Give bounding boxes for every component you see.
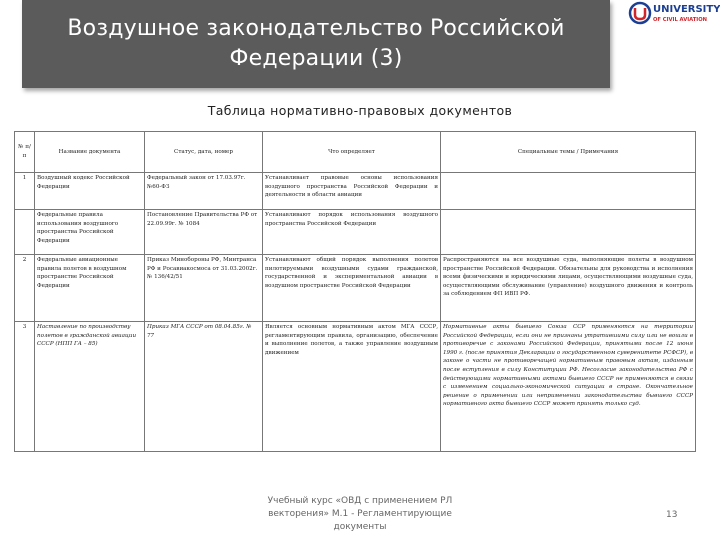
cell-status: Приказ МГА СССР от 08.04.85г. № 77 bbox=[145, 322, 263, 452]
cell-document-name: Федеральные авиационные правила полетов в воздушном пространстве Российской Федерации bbox=[35, 255, 145, 322]
logo-text-bottom: OF CIVIL AVIATION bbox=[653, 17, 707, 23]
footer-course-title bbox=[250, 495, 470, 534]
cell-notes: Распространяются на все воздушные суда, выполняющие полеты в воздушном пространстве Российской Федерации. Обязательны для руководства и исполнения всеми физическими и юридическими лицами, осуществляющими воздушные суда, осуществляющими обслуживание (управление) воздушного движения и контроль за соблюдением ФП ИВП РФ. bbox=[441, 255, 696, 322]
header-document-name: Название документа bbox=[35, 132, 145, 173]
header-status: Статус, дата, номер bbox=[145, 132, 263, 173]
cell-status: Федеральный закон от 17.03.97г. №60-ФЗ bbox=[145, 173, 263, 210]
cell-number: 2 bbox=[15, 255, 35, 322]
logo-text-top: UNIVERSITY bbox=[653, 4, 720, 15]
cell-notes bbox=[441, 210, 696, 255]
footer-line-3: документы bbox=[333, 522, 387, 532]
cell-defines: Устанавливают порядок использования воздушного пространства Российской Федерации bbox=[263, 210, 441, 255]
table-row bbox=[15, 210, 696, 255]
table-header-row bbox=[15, 132, 696, 173]
header-number: № п/п bbox=[15, 132, 35, 173]
cell-number: 3 bbox=[15, 322, 35, 452]
footer-line-1: Учебный курс «ОВД с применением PЛ bbox=[267, 496, 453, 506]
cell-document-name: Федеральные правила использования воздушного пространства Российской Федерации bbox=[35, 210, 145, 255]
cell-defines: Является основным нормативным актом МГА СССР, регламентирующим правила, организацию, обеспечение и выполнение полетов, а также управление воздушным движением bbox=[263, 322, 441, 452]
cell-number bbox=[15, 210, 35, 255]
university-logo bbox=[628, 0, 720, 36]
cell-document-name: Наставление по производству полетов в гражданской авиации СССР (НПП ГА – 85) bbox=[35, 322, 145, 452]
table-caption: Таблица нормативно-правовых документов bbox=[207, 103, 513, 118]
cell-notes: Нормативные акты бывшего Союза ССР применяются на территории Российской Федерации, если они не признаны утратившими силу или не вошли в противоречие с законами Российской Федерации, принятыми после 12 июня 1990 г. (после принятия Декларации о государственном суверенитете РСФСР), в законе о части не противоречащей нормативным правовым актам, изданным после вступления в силу Конституции РФ. Несогласие законодательства РФ с действующими нормативными актами бывшего СССР не применяются в связи с изменением социально-экономической ситуации в стране. Окончательное решение о применении или неприменении законодательства бывшего СССР нормативного акта бывшего СССР может принять только суд. bbox=[441, 322, 696, 452]
cell-defines: Устанавливают общий порядок выполнения полетов пилотируемыми воздушными судами гражданской, государственной и экспериментальной авиации в воздушном пространстве Российской Федерации bbox=[263, 255, 441, 322]
cell-number: 1 bbox=[15, 173, 35, 210]
university-logo-emblem-icon bbox=[628, 0, 720, 36]
slide-title-line-2: Федерации (3) bbox=[229, 46, 403, 71]
cell-status: Постановление Правительства РФ от 22.09.99г. № 1084 bbox=[145, 210, 263, 255]
slide-title bbox=[22, 0, 610, 88]
slide-title-line-1: Воздушное законодательство Российской bbox=[67, 16, 565, 41]
table-row bbox=[15, 255, 696, 322]
cell-document-name: Воздушный кодекс Российской Федерации bbox=[35, 173, 145, 210]
header-notes: Специальные темы / Примечания bbox=[441, 132, 696, 173]
table-row bbox=[15, 173, 696, 210]
footer-line-2: вектoрения» M.1 - Регламентирующие bbox=[268, 509, 452, 519]
table-row bbox=[15, 322, 696, 452]
header-defines: Что определяет bbox=[263, 132, 441, 173]
page-number: 13 bbox=[666, 510, 678, 520]
cell-notes bbox=[441, 173, 696, 210]
regulatory-documents-table bbox=[14, 131, 696, 452]
cell-defines: Устанавливает правовые основы использования воздушного пространства Российской Федерации и деятельности в области авиации bbox=[263, 173, 441, 210]
cell-status: Приказ Минобороны РФ, Минтранса РФ и Росавиакосмоса от 31.03.2002г. № 136/42/51 bbox=[145, 255, 263, 322]
